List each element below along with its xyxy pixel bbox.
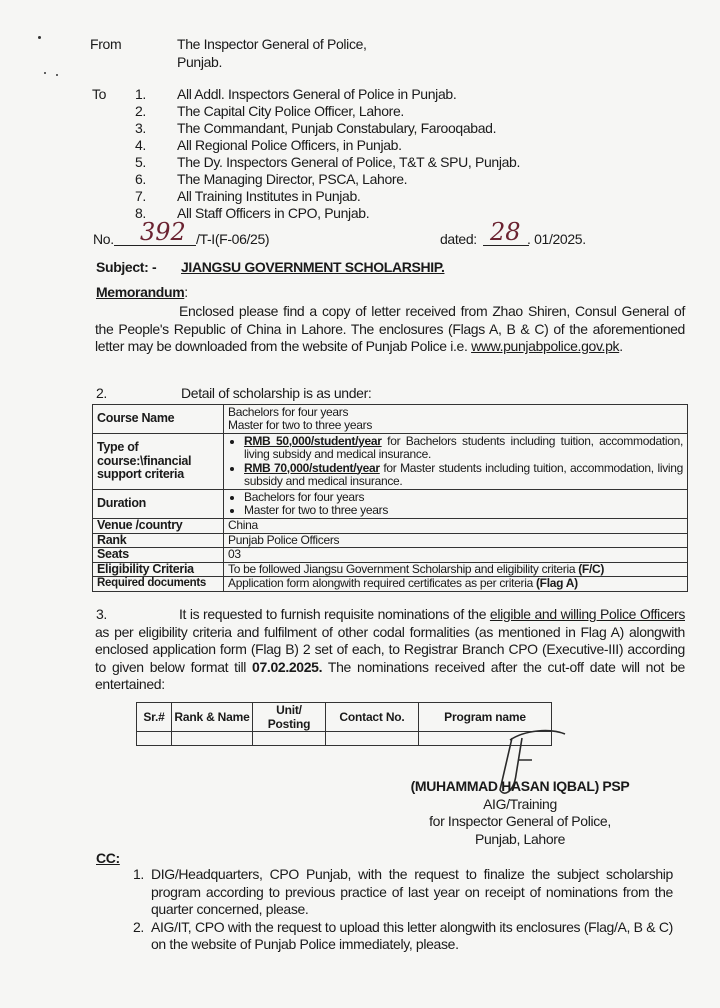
paragraph-3-number: 3. [96, 606, 107, 622]
cc-item-num: 1. [133, 866, 144, 882]
para3-text: The nominations received after the cut-off date will not be entertained: [95, 658, 685, 692]
recipient-text: The Dy. Inspectors General of Police, T&T & SPU, Punjab. [177, 154, 521, 170]
row-key: Venue /country [93, 519, 224, 534]
scan-speck [56, 74, 58, 76]
funding-amount: RMB 70,000/student/year [244, 460, 380, 475]
cc-list [133, 866, 673, 954]
cc-item-text: AIG/IT, CPO with the request to upload this letter alongwith its enclosures (Flag/A, B & C) on the website of Punjab Police immediately, please. [151, 918, 673, 952]
scan-speck [38, 36, 41, 39]
from-label: From [90, 36, 122, 52]
recipient-num: 3. [135, 120, 146, 136]
scan-speck [44, 72, 46, 74]
date-day-handwritten: 28 [490, 218, 521, 246]
table-row [93, 519, 688, 534]
duration-bullet: • Bachelors for four years [244, 491, 683, 505]
row-key: Type of course:\financial support criteria [93, 434, 224, 490]
empty-cell [172, 732, 253, 746]
letter-number-label: No. [93, 231, 114, 247]
table-row [93, 434, 688, 490]
recipient-num: 1. [135, 86, 146, 102]
row-value [224, 405, 688, 434]
table-row [93, 562, 688, 577]
empty-cell [253, 732, 326, 746]
column-header: Rank & Name [172, 703, 253, 732]
row-value [224, 490, 688, 519]
memorandum-colon: : [184, 284, 188, 300]
funding-amount: RMB 50,000/student/year [244, 433, 382, 448]
row-key: Course Name [93, 405, 224, 434]
cc-item-num: 2. [133, 918, 144, 935]
flag-reference: (F/C) [578, 561, 605, 576]
column-header: Unit/ Posting [253, 703, 326, 732]
table-row [93, 405, 688, 434]
recipient-text: All Regional Police Officers, in Punjab. [177, 137, 402, 153]
value-text: Application form alongwith required certificates as per criteria [228, 576, 536, 590]
memo-paragraph-end: . [619, 338, 623, 354]
row-value: 03 [224, 548, 688, 563]
empty-cell [137, 732, 172, 746]
table-row [93, 533, 688, 548]
signatory-name: (MUHAMMAD HASAN IQBAL) PSP [410, 778, 630, 794]
memo-paragraph-1 [95, 303, 685, 356]
recipient-text: All Training Institutes in Punjab. [177, 188, 361, 204]
letter-number-handwritten: 392 [140, 218, 186, 246]
letter-number-suffix: /T-I(F-06/25) [196, 231, 270, 247]
funding-bullet [244, 462, 683, 489]
deadline-date: 07.02.2025. [252, 658, 323, 675]
recipient-num: 5. [135, 154, 146, 170]
para3-text: It is requested to furnish requisite nominations of the [179, 606, 490, 622]
table-row [93, 490, 688, 519]
paragraph-2-text: Detail of scholarship is as under: [181, 385, 372, 401]
row-key: Duration [93, 490, 224, 519]
signatory-designation: AIG/Training [483, 795, 557, 812]
recipient-num: 4. [135, 137, 146, 153]
flag-reference: (Flag A) [535, 576, 578, 590]
to-label: To [92, 86, 107, 102]
empty-cell [326, 732, 419, 746]
memorandum-label: Memorandum [96, 284, 185, 300]
signatory-place: Punjab, Lahore [474, 830, 566, 847]
subject-title: JIANGSU GOVERNMENT SCHOLARSHIP. [181, 259, 445, 275]
date-suffix: . 01/2025. [527, 231, 586, 247]
funding-bullet [244, 435, 683, 462]
subject-label: Subject: - [96, 259, 157, 275]
table-row [93, 548, 688, 563]
paragraph-2-number: 2. [96, 385, 107, 401]
para3-text: as per eligibility criteria and fulfilment of other codal formalities (as mentioned in Flag A) alongwith enclosed application form (Flag B) 2 set of each, to Registrar Branch CPO (Executive-III) according to given below format till [95, 623, 685, 675]
row-value [224, 434, 688, 490]
recipient-text: The Commandant, Punjab Constabulary, Farooqabad. [177, 120, 497, 136]
signature-block [400, 778, 640, 848]
from-line-1: The Inspector General of Police, [177, 36, 367, 52]
table-row [93, 577, 688, 592]
recipient-num: 7. [135, 188, 146, 204]
value-text: To be followed Jiangsu Government Scholarship and eligibility criteria [228, 561, 579, 576]
recipient-num: 2. [135, 103, 146, 119]
memorandum-heading [96, 284, 188, 300]
funding-text: for Master students including tuition, accommodation, living subsidy and medical insurance. [244, 460, 684, 488]
from-line-2: Punjab. [177, 54, 223, 70]
row-key: Rank [93, 533, 224, 548]
recipient-text: The Capital City Police Officer, Lahore. [177, 103, 404, 119]
column-header: Program name [419, 703, 552, 732]
cc-item [133, 919, 673, 954]
row-value [224, 562, 688, 577]
row-value: Punjab Police Officers [224, 533, 688, 548]
course-line: Master for two to three years [228, 418, 373, 432]
row-key: Seats [93, 548, 224, 563]
memo-paragraph-text: Enclosed please find a copy of letter received from Zhao Shiren, Consul General of the People's Republic of China in Lahore. The enclosures (Flags A, B & C) of the aforementioned letter may be downloaded from the website of Punjab Police i.e. [95, 303, 685, 354]
cc-label: CC: [96, 850, 120, 866]
course-line: Bachelors for four years [228, 404, 349, 419]
dated-label: dated: [440, 231, 477, 247]
row-key: Required documents [93, 577, 224, 592]
website-link[interactable]: www.punjabpolice.gov.pk [471, 338, 620, 354]
row-value: China [224, 519, 688, 534]
column-header: Contact No. [326, 703, 419, 732]
recipient-text: The Managing Director, PSCA, Lahore. [177, 171, 408, 187]
funding-text: for Bachelors students including tuition, accommodation, living subsidy and medical insurance. [244, 433, 684, 461]
recipient-num: 6. [135, 171, 146, 187]
recipient-text: All Addl. Inspectors General of Police in Punjab. [177, 86, 457, 102]
row-key: Eligibility Criteria [93, 562, 224, 577]
cc-item [133, 866, 673, 919]
row-value [224, 577, 688, 592]
column-header: Sr.# [137, 703, 172, 732]
recipient-text: All Staff Officers in CPO, Punjab. [177, 205, 370, 221]
recipient-num: 8. [135, 205, 146, 221]
signatory-for-line: for Inspector General of Police, [429, 813, 611, 829]
duration-bullet: • Master for two to three years [244, 504, 683, 518]
para3-underlined: eligible and willing Police Officers [489, 606, 685, 622]
scholarship-details-table [92, 404, 688, 592]
paragraph-3 [95, 606, 685, 694]
cc-item-text: DIG/Headquarters, CPO Punjab, with the request to finalize the subject scholarship program according to previous practice of last year on receipt of nominations from the quarter concerned, please. [151, 866, 673, 917]
